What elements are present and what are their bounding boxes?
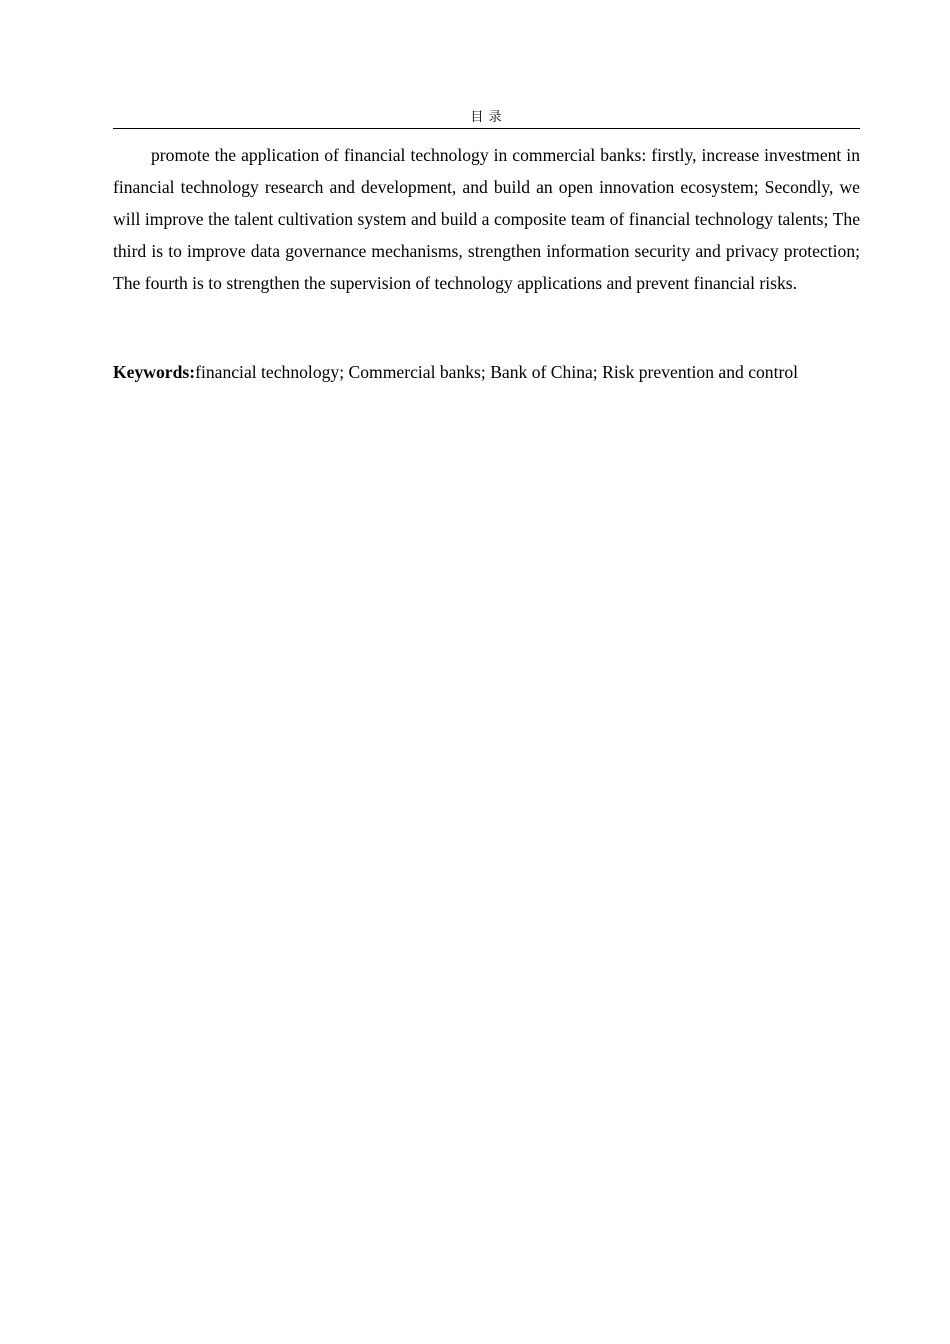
header-rule — [113, 128, 860, 129]
keywords-text: financial technology; Commercial banks; Bank of China; Risk prevention and control — [195, 362, 799, 382]
keywords-line — [113, 356, 873, 388]
keywords-label: Keywords: — [113, 362, 196, 382]
running-header: 目 录 — [470, 109, 503, 124]
abstract-paragraph: promote the application of financial technology in commercial banks: firstly, increase investment in financial technology research and development, and build an open innovation ecosystem; Secondly, we will improve the talent cultivation system and build a composite team of financial technology talents; The third is to improve data governance mechanisms, strengthen information security and privacy protection; The fourth is to strengthen the supervision of technology applications and prevent financial risks. — [113, 145, 860, 293]
